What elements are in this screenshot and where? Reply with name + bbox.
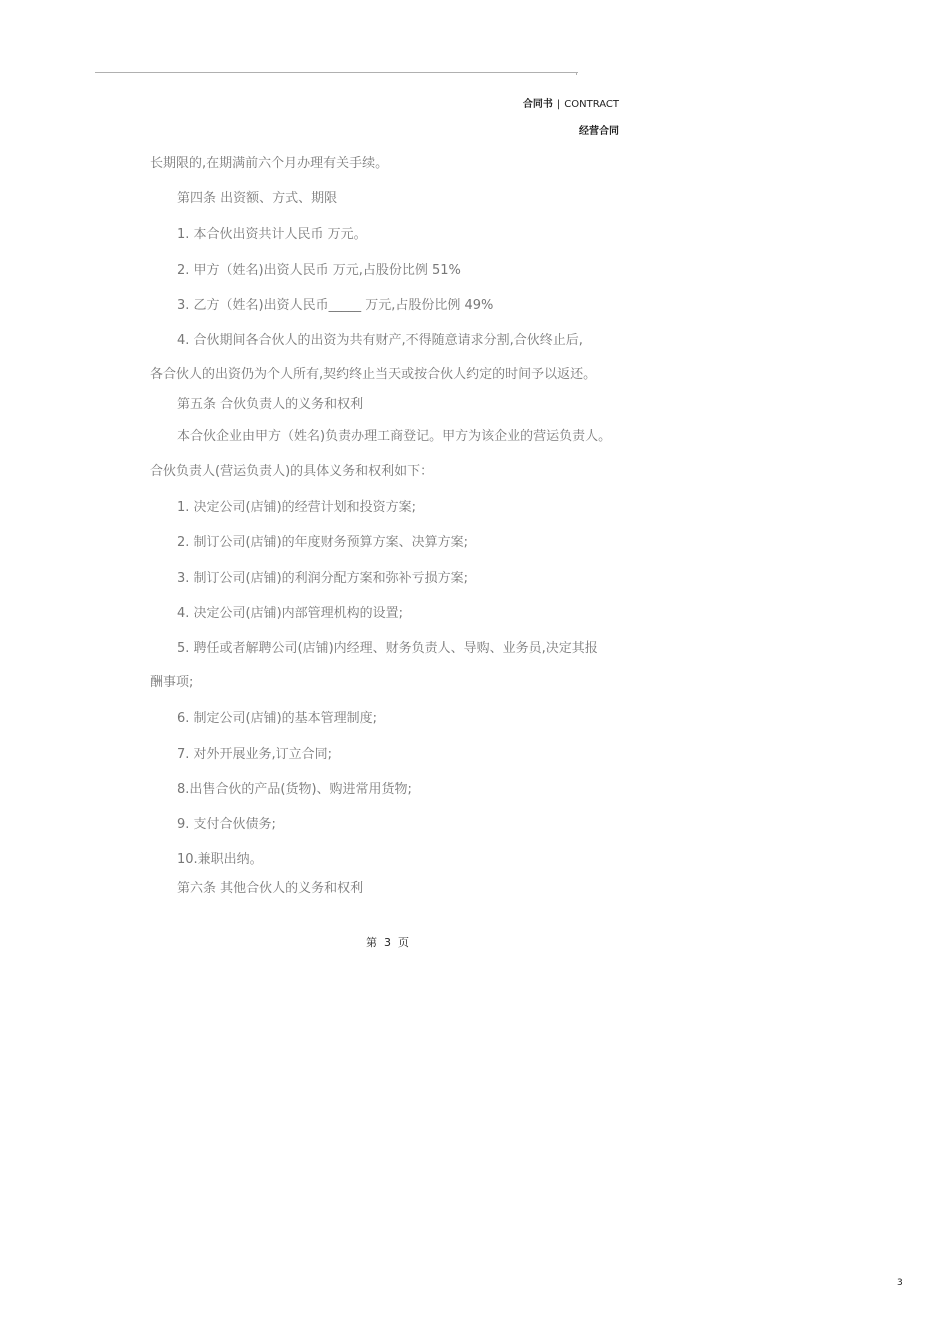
- paragraph-line: 酬事项;: [150, 675, 194, 690]
- header-separator: |: [556, 99, 561, 110]
- paragraph-line: 本合伙企业由甲方（姓名)负责办理工商登记。甲方为该企业的营运负责人。: [177, 429, 612, 444]
- header-rule: [95, 72, 578, 73]
- list-item: 5. 聘任或者解聘公司(店铺)内经理、财务负责人、导购、业务员,决定其报: [177, 641, 598, 656]
- list-item: 9. 支付合伙债务;: [177, 817, 276, 832]
- list-item: 4. 决定公司(店铺)内部管理机构的设置;: [177, 606, 404, 621]
- paragraph-line: 各合伙人的出资仍为个人所有,契约终止当天或按合伙人约定的时间予以返还。: [150, 367, 597, 382]
- article-heading: 第五条 合伙负责人的义务和权利: [177, 397, 364, 412]
- header-rule-tick: [576, 72, 577, 75]
- header-subtitle: 经营合同: [579, 126, 619, 137]
- paragraph-line: 合伙负责人(营运负责人)的具体义务和权利如下：: [150, 464, 434, 479]
- article-heading: 第四条 出资额、方式、期限: [177, 191, 338, 206]
- list-item: 10.兼职出纳。: [177, 852, 263, 867]
- list-item: 7. 对外开展业务,订立合同;: [177, 747, 333, 762]
- page-number: 3: [897, 1278, 903, 1288]
- list-item: 3. 乙方（姓名)出资人民币_____ 万元,占股份比例 49%: [177, 298, 494, 313]
- page-label: 第 3 页: [366, 936, 409, 949]
- list-item: 2. 制订公司(店铺)的年度财务预算方案、决算方案;: [177, 535, 469, 550]
- list-item: 4. 合伙期间各合伙人的出资为共有财产,不得随意请求分割,合伙终止后,: [177, 333, 583, 348]
- list-item: 8.出售合伙的产品(货物)、购进常用货物;: [177, 782, 412, 797]
- header-title-en: CONTRACT: [564, 99, 619, 110]
- list-item: 1. 决定公司(店铺)的经营计划和投资方案;: [177, 500, 417, 515]
- list-item: 2. 甲方（姓名)出资人民币 万元,占股份比例 51%: [177, 263, 461, 278]
- article-heading: 第六条 其他合伙人的义务和权利: [177, 881, 364, 896]
- header-title: 合同书: [522, 99, 553, 110]
- list-item: 6. 制定公司(店铺)的基本管理制度;: [177, 711, 378, 726]
- list-item: 3. 制订公司(店铺)的利润分配方案和弥补亏损方案;: [177, 571, 469, 586]
- list-item: 1. 本合伙出资共计人民币 万元。: [177, 227, 367, 242]
- header-title-line: [523, 95, 619, 110]
- paragraph-line: 长期限的,在期满前六个月办理有关手续。: [150, 156, 389, 171]
